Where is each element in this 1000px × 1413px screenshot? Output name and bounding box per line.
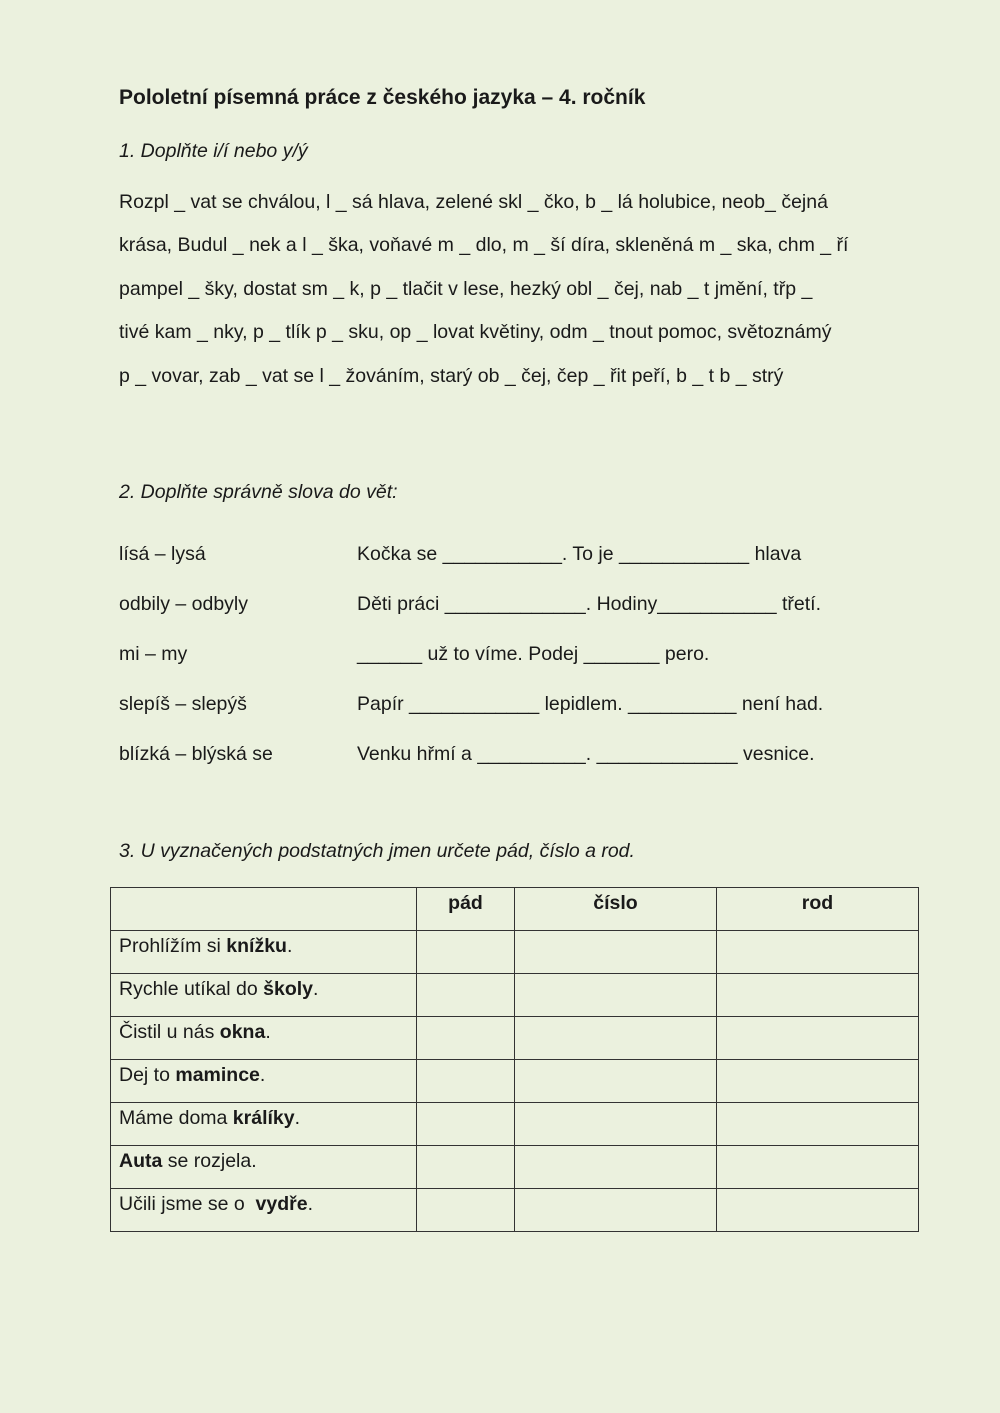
fill-sentence: ______ už to víme. Podej _______ pero. (357, 643, 710, 665)
exercise2-row (119, 588, 919, 638)
exercise1-line: p _ vovar, zab _ vat se l _ žováním, starý ob _ čej, čep _ řit peří, b _ t b _ strý (119, 364, 784, 387)
sentence-cell (111, 1189, 417, 1232)
target-noun: mamince (175, 1064, 260, 1086)
fill-sentence: Děti práci _____________. Hodiny___________ třetí. (357, 593, 822, 615)
target-noun: vydře (255, 1193, 308, 1215)
sentence-cell (111, 1060, 417, 1103)
sentence-text: Rychle utíkal do (119, 978, 264, 1000)
table-row (111, 1060, 919, 1103)
exercise2-row (119, 638, 919, 688)
exercise3-heading: 3. U vyznačených podstatných jmen určete pád, číslo a rod. (119, 840, 635, 862)
answer-cell-cislo[interactable] (515, 1103, 717, 1146)
table-row (111, 1189, 919, 1232)
exercise1-line: pampel _ šky, dostat sm _ k, p _ tlačit v lese, hezký obl _ čej, nab _ t jmění, třp _ (119, 277, 813, 300)
fill-sentence: Papír ____________ lepidlem. __________ není had. (357, 693, 824, 715)
word-pair: odbily – odbyly (119, 593, 248, 615)
target-noun: okna (219, 1021, 266, 1043)
exercise2-row (119, 688, 919, 738)
word-pair: blízká – blýská se (119, 743, 273, 765)
answer-cell-rod[interactable] (717, 1146, 919, 1189)
table-row (111, 1146, 919, 1189)
answer-cell-pad[interactable] (417, 931, 515, 974)
answer-cell-rod[interactable] (717, 1103, 919, 1146)
answer-cell-cislo[interactable] (515, 1060, 717, 1103)
exercise2-row (119, 738, 919, 788)
sentence-text: . (307, 1193, 313, 1215)
answer-cell-cislo[interactable] (515, 1189, 717, 1232)
answer-cell-pad[interactable] (417, 1103, 515, 1146)
answer-cell-rod[interactable] (717, 974, 919, 1017)
exercise1-line: Rozpl _ vat se chválou, l _ sá hlava, zelené skl _ čko, b _ lá holubice, neob_ čejná (119, 191, 828, 213)
sentence-text: . (286, 935, 293, 957)
answer-cell-rod[interactable] (717, 1189, 919, 1232)
target-noun: králíky (232, 1107, 295, 1129)
table-row (111, 1017, 919, 1060)
sentence-text: Čistil u nás (119, 1021, 220, 1043)
sentence-text: Učili jsme se o (119, 1193, 256, 1215)
answer-cell-rod[interactable] (717, 1060, 919, 1103)
sentence-text: . (259, 1064, 266, 1086)
exercise1-line: krása, Budul _ nek a l _ ška, voňavé m _ dlo, m _ ší díra, skleněná m _ ska, chm _ ří (119, 234, 849, 257)
word-pair: slepíš – slepýš (119, 693, 247, 715)
exercise1-text (119, 186, 919, 403)
exercise2-row (119, 538, 919, 588)
sentence-text: Prohlížím si (119, 935, 227, 957)
answer-cell-pad[interactable] (417, 1146, 515, 1189)
answer-cell-rod[interactable] (717, 1017, 919, 1060)
sentence-cell (111, 1146, 417, 1189)
sentence-text: . (313, 978, 319, 1000)
word-pair: lísá – lysá (119, 543, 206, 565)
answer-cell-pad[interactable] (417, 1189, 515, 1232)
table-row (111, 974, 919, 1017)
exercise1-line: tivé kam _ nky, p _ tlík p _ sku, op _ lovat květiny, odm _ tnout pomoc, světoznámý (119, 321, 832, 344)
page-title: Pololetní písemná práce z českého jazyka – 4. ročník (119, 86, 646, 109)
fill-sentence: Venku hřmí a __________. _____________ vesnice. (357, 743, 815, 765)
sentence-text: . (294, 1107, 301, 1129)
table-row (111, 931, 919, 974)
sentence-text: . (265, 1021, 271, 1043)
sentence-cell (111, 974, 417, 1017)
column-header-pad: pád (417, 888, 515, 931)
sentence-cell (111, 1103, 417, 1146)
fill-sentence: Kočka se ___________. To je ____________ hlava (357, 543, 802, 565)
answer-cell-pad[interactable] (417, 1060, 515, 1103)
answer-cell-pad[interactable] (417, 974, 515, 1017)
word-pair: mi – my (119, 643, 188, 665)
answer-cell-cislo[interactable] (515, 1146, 717, 1189)
answer-cell-rod[interactable] (717, 931, 919, 974)
exercise2-list (119, 538, 919, 788)
target-noun: Auta (119, 1150, 163, 1172)
sentence-text: se rozjela. (162, 1150, 257, 1172)
answer-cell-cislo[interactable] (515, 974, 717, 1017)
target-noun: knížku (226, 935, 287, 957)
table-row (111, 1103, 919, 1146)
exercise2-heading: 2. Doplňte správně slova do vět: (119, 481, 398, 503)
noun-table (110, 887, 919, 1232)
sentence-cell (111, 1017, 417, 1060)
table-header-row (111, 888, 919, 931)
column-header (111, 888, 417, 931)
answer-cell-cislo[interactable] (515, 931, 717, 974)
answer-cell-pad[interactable] (417, 1017, 515, 1060)
column-header-cislo: číslo (515, 888, 717, 931)
exercise1-heading: 1. Doplňte i/í nebo y/ý (119, 140, 308, 162)
sentence-text: Máme doma (119, 1107, 233, 1129)
column-header-rod: rod (717, 888, 919, 931)
sentence-text: Dej to (119, 1064, 176, 1086)
sentence-cell (111, 931, 417, 974)
target-noun: školy (263, 978, 314, 1000)
answer-cell-cislo[interactable] (515, 1017, 717, 1060)
